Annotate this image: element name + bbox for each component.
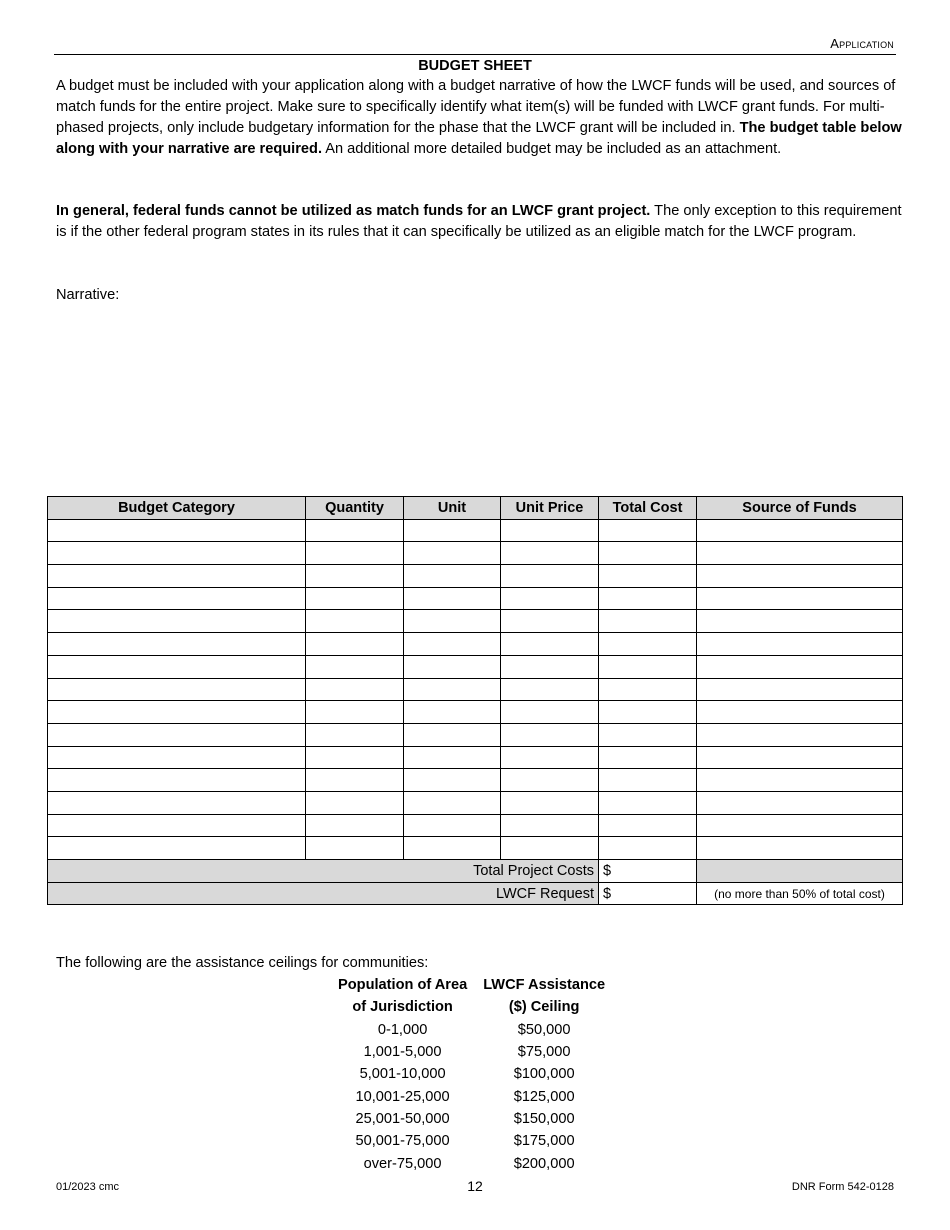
narrative-label: Narrative: — [56, 287, 120, 303]
unit-price-cell[interactable] — [501, 769, 599, 792]
source-of-funds-cell[interactable] — [697, 723, 903, 746]
budget-table — [47, 496, 903, 905]
budget-row — [48, 633, 903, 656]
header-unit-price: Unit Price — [501, 497, 599, 520]
header-source-of-funds: Source of Funds — [697, 497, 903, 520]
quantity-cell[interactable] — [306, 723, 404, 746]
unit-price-cell[interactable] — [501, 791, 599, 814]
unit-cell[interactable] — [404, 610, 501, 633]
intro-paragraph — [56, 76, 904, 160]
ceiling-row — [330, 1152, 613, 1174]
budget-row — [48, 565, 903, 588]
header-unit: Unit — [404, 497, 501, 520]
unit-cell[interactable] — [404, 814, 501, 837]
ceiling-row — [330, 1108, 613, 1130]
population-range: 50,001-75,000 — [355, 1133, 450, 1150]
total-cost-cell[interactable] — [599, 633, 697, 656]
intro-text-a: A budget must be included with your application along with a budget narrative of how the LWCF funds will be used, and sources of match funds for the entire project. Make sure to specifically identify what item(s) will be funded with LWCF grant funds. For multi-phased projects, only include budgetary information for the phase that the LWCF grant will be included in. — [56, 78, 896, 136]
ceiling-amount: $150,000 — [513, 1110, 575, 1127]
budget-row — [48, 587, 903, 610]
quantity-cell[interactable] — [306, 701, 404, 724]
population-range: over-75,000 — [363, 1155, 442, 1172]
lwcf-request-row — [48, 882, 903, 905]
unit-price-cell[interactable] — [501, 587, 599, 610]
unit-cell[interactable] — [404, 519, 501, 542]
quantity-cell[interactable] — [306, 587, 404, 610]
population-header-line1: Population of Area — [338, 977, 468, 994]
total-cost-cell[interactable] — [599, 746, 697, 769]
budget-row — [48, 610, 903, 633]
source-of-funds-cell[interactable] — [697, 769, 903, 792]
header-divider — [54, 54, 896, 55]
source-of-funds-cell[interactable] — [697, 837, 903, 860]
ceiling-amount: $75,000 — [517, 1044, 571, 1061]
total-cost-cell[interactable] — [599, 701, 697, 724]
quantity-cell[interactable] — [306, 814, 404, 837]
total-project-costs-blank — [697, 860, 903, 883]
unit-cell[interactable] — [404, 746, 501, 769]
header-budget-category: Budget Category — [48, 497, 306, 520]
ceiling-amount: $125,000 — [513, 1088, 575, 1105]
source-of-funds-cell[interactable] — [697, 678, 903, 701]
unit-price-cell[interactable] — [501, 655, 599, 678]
total-cost-cell[interactable] — [599, 769, 697, 792]
quantity-cell[interactable] — [306, 746, 404, 769]
source-of-funds-cell[interactable] — [697, 746, 903, 769]
budget-category-cell[interactable] — [48, 587, 306, 610]
budget-category-cell[interactable] — [48, 837, 306, 860]
budget-row — [48, 746, 903, 769]
header-total-cost: Total Cost — [599, 497, 697, 520]
unit-price-cell[interactable] — [501, 542, 599, 565]
unit-price-cell[interactable] — [501, 519, 599, 542]
population-range: 0-1,000 — [377, 1021, 428, 1038]
page-number: 12 — [467, 1178, 483, 1194]
match-funds-text: The only exception to this requirement is if the other federal program states in its rules that it can specifically be utilized as an eligible match for the LWCF program. — [56, 203, 902, 240]
budget-row — [48, 791, 903, 814]
unit-cell[interactable] — [404, 723, 501, 746]
budget-category-cell[interactable] — [48, 746, 306, 769]
budget-row — [48, 655, 903, 678]
budget-row — [48, 542, 903, 565]
ceiling-row — [330, 1019, 613, 1041]
budget-row — [48, 519, 903, 542]
unit-cell[interactable] — [404, 678, 501, 701]
ceiling-header-line2: ($) Ceiling — [508, 999, 580, 1016]
quantity-cell[interactable] — [306, 655, 404, 678]
source-of-funds-cell[interactable] — [697, 587, 903, 610]
budget-row — [48, 769, 903, 792]
footer-date: 01/2023 cmc — [56, 1181, 119, 1193]
budget-category-cell[interactable] — [48, 723, 306, 746]
header-quantity: Quantity — [306, 497, 404, 520]
ceiling-amount: $100,000 — [513, 1066, 575, 1083]
population-range: 5,001-10,000 — [359, 1066, 446, 1083]
ceiling-row — [330, 1130, 613, 1152]
ceiling-amount: $200,000 — [513, 1155, 575, 1172]
budget-category-cell[interactable] — [48, 519, 306, 542]
population-header-line2: of Jurisdiction — [352, 999, 453, 1016]
source-of-funds-cell[interactable] — [697, 655, 903, 678]
total-cost-cell[interactable] — [599, 519, 697, 542]
budget-category-cell[interactable] — [48, 814, 306, 837]
budget-category-cell[interactable] — [48, 769, 306, 792]
quantity-cell[interactable] — [306, 791, 404, 814]
ceiling-row — [330, 1085, 613, 1107]
budget-category-cell[interactable] — [48, 610, 306, 633]
total-cost-cell[interactable] — [599, 542, 697, 565]
assistance-ceilings-table — [330, 974, 613, 1175]
unit-cell[interactable] — [404, 655, 501, 678]
source-of-funds-cell[interactable] — [697, 791, 903, 814]
quantity-cell[interactable] — [306, 633, 404, 656]
budget-body — [48, 519, 903, 905]
population-range: 1,001-5,000 — [363, 1044, 442, 1061]
total-cost-cell[interactable] — [599, 791, 697, 814]
budget-category-cell[interactable] — [48, 701, 306, 724]
source-of-funds-cell[interactable] — [697, 610, 903, 633]
unit-cell[interactable] — [404, 587, 501, 610]
source-of-funds-cell[interactable] — [697, 633, 903, 656]
unit-price-cell[interactable] — [501, 701, 599, 724]
budget-category-cell[interactable] — [48, 633, 306, 656]
quantity-cell[interactable] — [306, 610, 404, 633]
total-cost-cell[interactable] — [599, 814, 697, 837]
quantity-cell[interactable] — [306, 769, 404, 792]
lwcf-request-field[interactable]: $ — [599, 882, 697, 905]
total-cost-cell[interactable] — [599, 587, 697, 610]
budget-category-cell[interactable] — [48, 542, 306, 565]
ceiling-amount: $175,000 — [513, 1133, 575, 1150]
ceiling-amount: $50,000 — [517, 1021, 571, 1038]
unit-cell[interactable] — [404, 837, 501, 860]
source-of-funds-cell[interactable] — [697, 519, 903, 542]
population-range: 25,001-50,000 — [355, 1110, 450, 1127]
match-funds-paragraph — [56, 201, 904, 243]
total-cost-cell[interactable] — [599, 837, 697, 860]
source-of-funds-cell[interactable] — [697, 542, 903, 565]
unit-price-cell[interactable] — [501, 565, 599, 588]
budget-category-cell[interactable] — [48, 791, 306, 814]
budget-row — [48, 723, 903, 746]
ceilings-header-row-1 — [330, 974, 613, 996]
total-cost-cell[interactable] — [599, 678, 697, 701]
intro-text-bold: The budget table below along with your narrative are required. — [56, 120, 902, 157]
quantity-cell[interactable] — [306, 565, 404, 588]
source-of-funds-cell[interactable] — [697, 565, 903, 588]
ceiling-header-line1: LWCF Assistance — [483, 977, 606, 994]
total-cost-cell[interactable] — [599, 655, 697, 678]
source-of-funds-cell[interactable] — [697, 701, 903, 724]
unit-cell[interactable] — [404, 701, 501, 724]
budget-category-cell[interactable] — [48, 655, 306, 678]
unit-price-cell[interactable] — [501, 678, 599, 701]
quantity-cell[interactable] — [306, 678, 404, 701]
total-cost-cell[interactable] — [599, 565, 697, 588]
budget-category-cell[interactable] — [48, 678, 306, 701]
total-cost-cell[interactable] — [599, 610, 697, 633]
total-cost-cell[interactable] — [599, 723, 697, 746]
quantity-cell[interactable] — [306, 542, 404, 565]
quantity-cell[interactable] — [306, 519, 404, 542]
budget-row — [48, 837, 903, 860]
ceiling-row — [330, 1063, 613, 1085]
unit-cell[interactable] — [404, 769, 501, 792]
unit-price-cell[interactable] — [501, 633, 599, 656]
unit-cell[interactable] — [404, 542, 501, 565]
total-project-costs-field[interactable]: $ — [599, 860, 697, 883]
ceilings-header-row-2 — [330, 996, 613, 1018]
unit-cell[interactable] — [404, 633, 501, 656]
page-title: BUDGET SHEET — [418, 58, 532, 74]
population-range: 10,001-25,000 — [355, 1088, 450, 1105]
budget-row — [48, 814, 903, 837]
budget-category-cell[interactable] — [48, 565, 306, 588]
form-number: DNR Form 542-0128 — [791, 1181, 894, 1193]
unit-price-cell[interactable] — [501, 723, 599, 746]
unit-price-cell[interactable] — [501, 746, 599, 769]
source-of-funds-cell[interactable] — [697, 814, 903, 837]
budget-row — [48, 701, 903, 724]
match-funds-bold: In general, federal funds cannot be utilized as match funds for an LWCF grant project. — [56, 203, 651, 219]
lwcf-request-label: LWCF Request — [48, 882, 599, 905]
unit-price-cell[interactable] — [501, 814, 599, 837]
budget-row — [48, 678, 903, 701]
unit-price-cell[interactable] — [501, 610, 599, 633]
ceilings-intro: The following are the assistance ceilings for communities: — [56, 955, 429, 971]
unit-cell[interactable] — [404, 791, 501, 814]
total-project-costs-row — [48, 860, 903, 883]
unit-cell[interactable] — [404, 565, 501, 588]
intro-text-b: An additional more detailed budget may be included as an attachment. — [322, 141, 782, 157]
quantity-cell[interactable] — [306, 837, 404, 860]
running-header: Application — [830, 36, 894, 51]
budget-header-row — [48, 497, 903, 520]
total-project-costs-label: Total Project Costs — [48, 860, 599, 883]
ceiling-row — [330, 1041, 613, 1063]
lwcf-request-note: (no more than 50% of total cost) — [697, 882, 903, 905]
unit-price-cell[interactable] — [501, 837, 599, 860]
